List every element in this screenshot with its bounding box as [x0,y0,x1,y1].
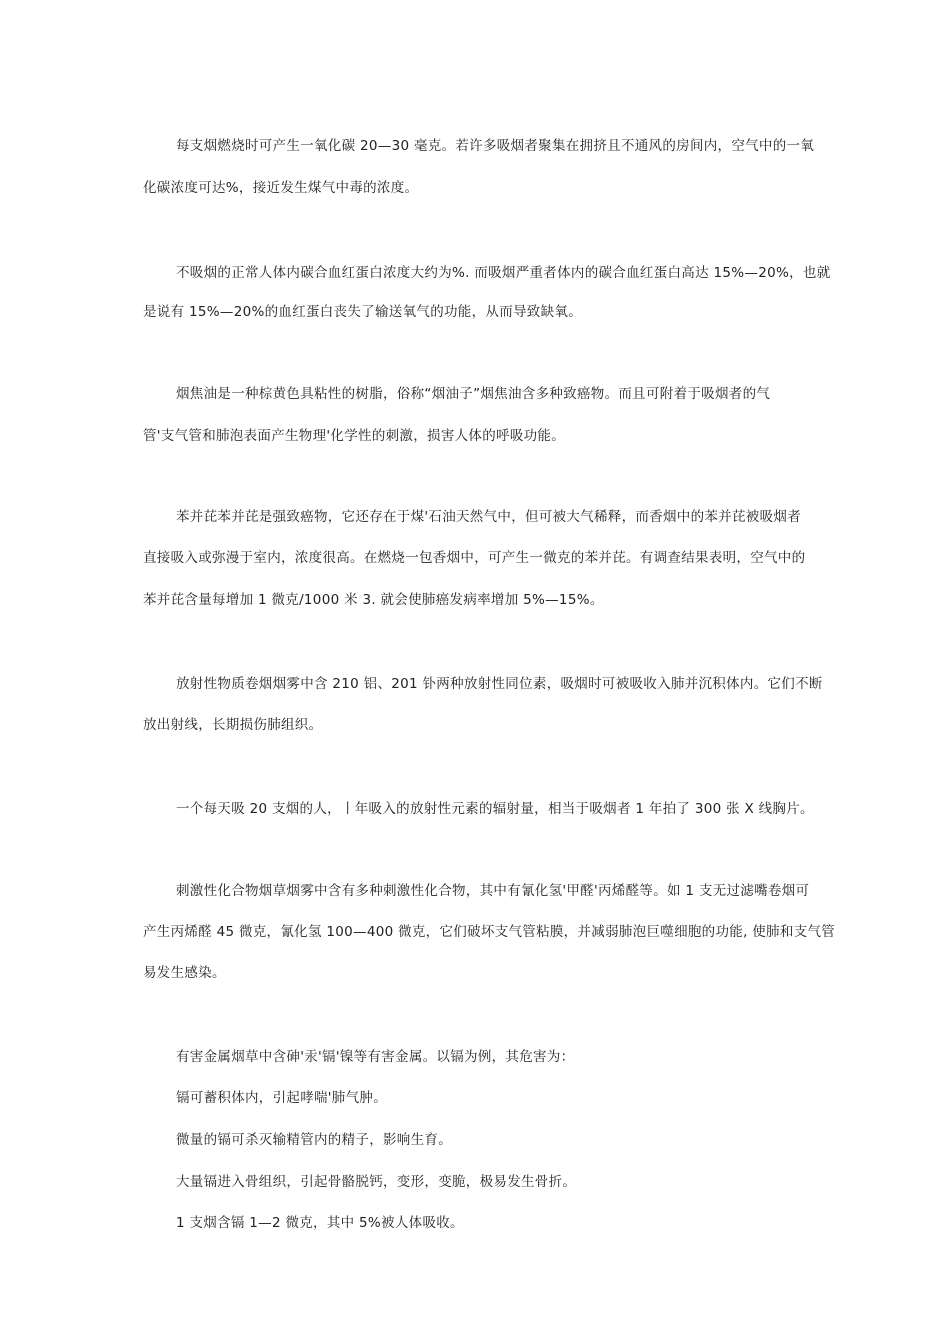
paragraph-co-line-2: 化碳浓度可达%，接近发生煤气中毒的浓度。 [143,180,419,196]
paragraph-benzopyrene-line-2: 直接吸入或弥漫于室内，浓度很高。在燃烧一包香烟中，可产生一微克的苯并芘。有调查结果表明，空气中的 [143,550,806,566]
paragraph-benzopyrene-line-3: 苯并芘含量每增加 1 微克/1000 米 3. 就会使肺癌发病率增加 5%—15%。 [143,592,604,608]
paragraph-xray-line-1: 一个每天吸 20 支烟的人，丨年吸入的放射性元素的辐射量，相当于吸烟者 1 年拍了 300 张 X 线胸片。 [176,801,814,817]
paragraph-benzopyrene-line-1: 苯并芘苯并芘是强致癌物，它还存在于煤'石油天然气中，但可被大气稀释，而香烟中的苯并芘被吸烟者 [176,509,802,525]
paragraph-irritant-line-3: 易发生感染。 [143,965,226,981]
paragraph-cadmium-point-4: 1 支烟含镉 1—2 微克，其中 5%被人体吸收。 [176,1215,464,1231]
paragraph-irritant-line-2: 产生丙烯醛 45 微克，氰化氢 100—400 微克，它们破坏支气管粘膜，并减弱肺泡巨噬细胞的功能, 使肺和支气管 [143,924,836,940]
paragraph-cadmium-point-2: 微量的镉可杀灭输精管内的精子，影响生育。 [176,1132,452,1148]
paragraph-metals-line-1: 有害金属烟草中含砷'汞'镉'镍等有害金属。以镉为例，其危害为： [176,1049,575,1065]
paragraph-radioactive-line-1: 放射性物质卷烟烟雾中含 210 铝、201 钋两种放射性同位素，吸烟时可被吸收入肺并沉积体内。它们不断 [176,676,823,692]
paragraph-cadmium-point-3: 大量镉进入骨组织，引起骨骼脱钙，变形，变脆，极易发生骨折。 [176,1174,577,1190]
paragraph-tar-line-2: 管'支气管和肺泡表面产生物理'化学性的刺激，损害人体的呼吸功能。 [143,428,566,444]
paragraph-radioactive-line-2: 放出射线，长期损伤肺组织。 [143,717,323,733]
paragraph-irritant-line-1: 刺激性化合物烟草烟雾中含有多种刺激性化合物，其中有氰化氢'甲醛'丙烯醛等。如 1 支无过滤嘴卷烟可 [176,883,810,899]
paragraph-cadmium-point-1: 镉可蓄积体内，引起哮喘'肺气肿。 [176,1090,388,1106]
paragraph-hemoglobin-line-1: 不吸烟的正常人体内碳合血红蛋白浓度大约为%. 而吸烟严重者体内的碳合血红蛋白高达 15%—20%，也就 [176,265,831,281]
paragraph-co-line-1: 每支烟燃烧时可产生一氧化碳 20—30 毫克。若许多吸烟者聚集在拥挤且不通风的房间内，空气中的一氧 [176,138,815,154]
paragraph-hemoglobin-line-2: 是说有 15%—20%的血红蛋白丧失了输送氧气的功能，从而导致缺氧。 [143,304,583,320]
paragraph-tar-line-1: 烟焦油是一种棕黄色具粘性的树脂，俗称“烟油子”烟焦油含多种致癌物。而且可附着于吸烟者的气 [176,386,771,402]
